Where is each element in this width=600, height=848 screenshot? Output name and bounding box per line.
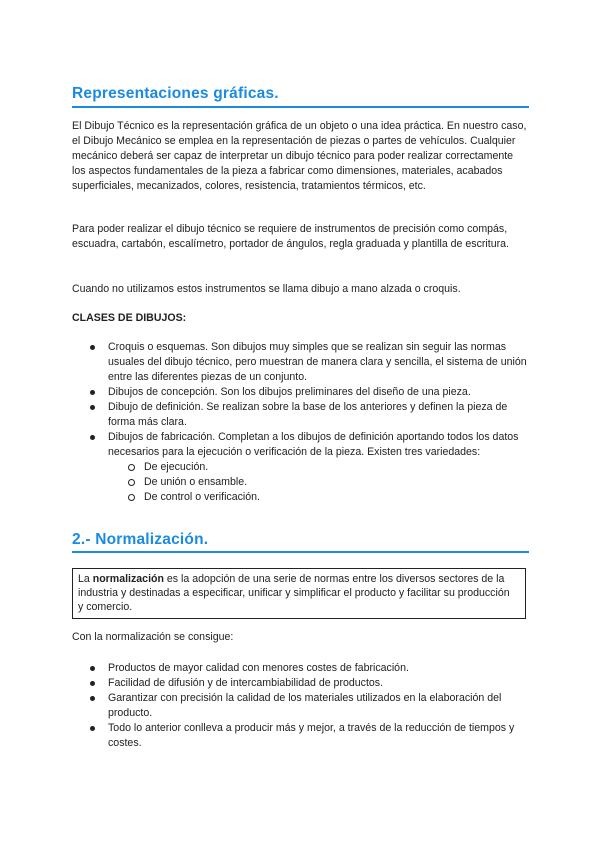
list-item [72, 721, 529, 751]
bullet-icon [90, 390, 95, 395]
list-item [72, 340, 529, 385]
list-item-text: Dibujos de fabricación. Completan a los dibujos de definición aportando todos los datos necesarios para la ejecución o verificación de la pieza. Existen tres variedades: [108, 431, 519, 458]
definition-term: normalización [92, 573, 164, 585]
list-item-text: Dibujo de definición. Se realizan sobre la base de los anteriores y definen la pieza de forma más clara. [108, 401, 508, 428]
hollow-bullet-icon [128, 494, 135, 501]
sub-list-item-text: De control o verificación. [144, 491, 260, 503]
sub-list-item-text: De unión o ensamble. [144, 476, 248, 488]
heading-rule [72, 106, 529, 108]
classes-heading: CLASES DE DIBUJOS: [72, 312, 187, 324]
paragraph-dibujo-tecnico: El Dibujo Técnico es la representación gráfica de un objeto o una idea práctica. En nuestro caso, el Dibujo Mecánico se emplea en la representación de piezas o partes de vehículos. Cualquier mecánico deberá ser capaz de interpretar un dibujo técnico para poder realizar correctamente los aspectos fundamentales de la pieza a fabricar como dimensiones, materiales, acabados superficiales, mecanizados, colores, resistencia, tratamientos térmicos, etc. [72, 120, 527, 192]
list-item-text: Facilidad de difusión y de intercambiabilidad de productos. [108, 677, 384, 689]
hollow-bullet-icon [128, 479, 135, 486]
bullet-icon [90, 681, 95, 686]
sub-list-item [108, 490, 529, 505]
bullet-icon [90, 696, 95, 701]
list-item-text: Todo lo anterior conlleva a producir más y mejor, a través de la reducción de tiempos y costes. [108, 722, 515, 749]
list-item [72, 430, 529, 505]
list-item-text: Productos de mayor calidad con menores costes de fabricación. [108, 662, 409, 674]
bullet-icon [90, 666, 95, 671]
benefits-list [72, 661, 529, 751]
bullet-icon [90, 435, 95, 440]
bullet-icon [90, 726, 95, 731]
definition-text: es la adopción de una serie de normas entre los diversos sectores de la industria y destinadas a especificar, unificar y simplificar el producto y facilitar su producción y comercio. [78, 573, 510, 613]
definition-box [72, 568, 526, 619]
list-item-text: Dibujos de concepción. Son los dibujos preliminares del diseño de una pieza. [108, 386, 471, 398]
paragraph-instrumentos: Para poder realizar el dibujo técnico se requiere de instrumentos de precisión como compás, escuadra, cartabón, escalímetro, portador de ángulos, regla graduada y plantilla de escritura. [72, 223, 509, 250]
bullet-icon [90, 345, 95, 350]
bullet-icon [90, 405, 95, 410]
list-item-text: Croquis o esquemas. Son dibujos muy simples que se realizan sin seguir las normas usuales del dibujo técnico, pero muestran de manera clara y sencilla, el sistema de unión entre las diferentes piezas de un conjunto. [108, 341, 527, 383]
paragraph-croquis: Cuando no utilizamos estos instrumentos se llama dibujo a mano alzada o croquis. [72, 283, 461, 295]
list-item [72, 676, 529, 691]
definition-prefix: La [78, 573, 93, 585]
sub-list-item [108, 460, 529, 475]
heading-rule [72, 551, 529, 553]
hollow-bullet-icon [128, 464, 135, 471]
classes-list [72, 340, 529, 505]
section-title-normalizacion: 2.- Normalización. [72, 531, 209, 548]
list-item [72, 661, 529, 676]
varieties-list [108, 460, 529, 505]
list-item-text: Garantizar con precisión la calidad de los materiales utilizados en la elaboración del producto. [108, 692, 502, 719]
sub-list-item [108, 475, 529, 490]
paragraph-se-consigue: Con la normalización se consigue: [72, 631, 234, 643]
sub-list-item-text: De ejecución. [144, 461, 209, 473]
list-item [72, 691, 529, 721]
section-title-representaciones: Representaciones gráficas. [72, 85, 279, 102]
list-item [72, 400, 529, 430]
list-item [72, 385, 529, 400]
